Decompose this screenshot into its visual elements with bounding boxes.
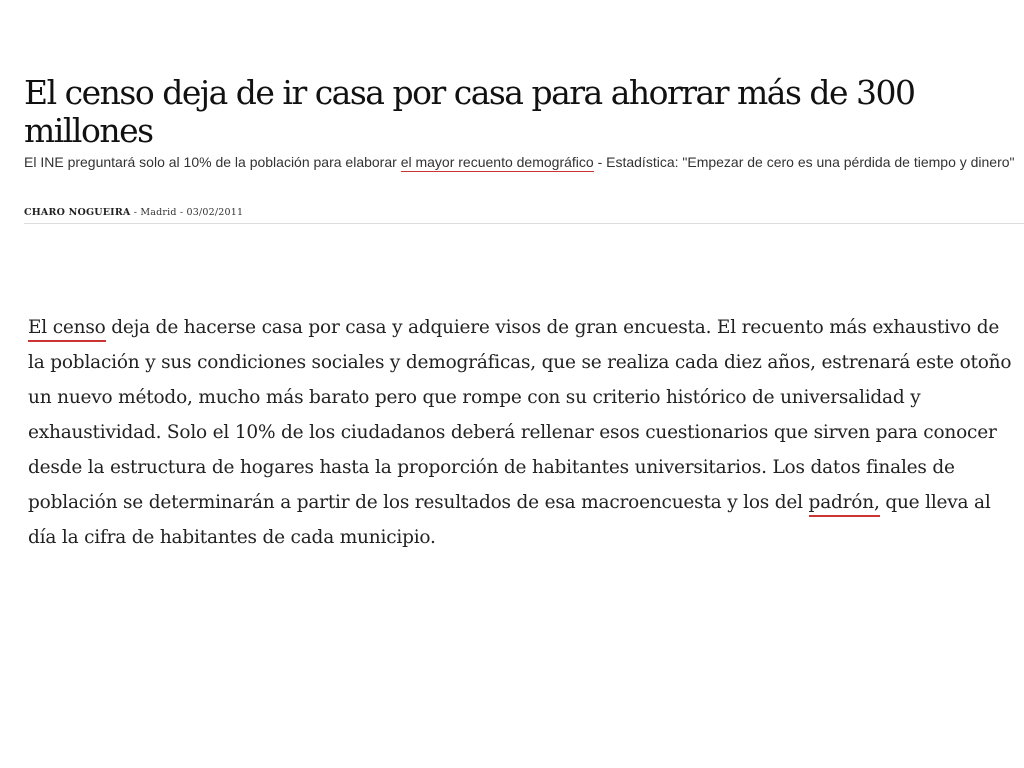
body-link-padron[interactable]: padrón, — [809, 492, 880, 517]
byline-meta: - Madrid - 03/02/2011 — [130, 207, 244, 218]
article-headline: El censo deja de ir casa por casa para ahorrar más de 300 millones — [24, 73, 915, 150]
subtitle-text-after: - Estadística: "Empezar de cero es una pérdida de tiempo y dinero" — [593, 154, 1015, 170]
article-subtitle — [24, 152, 1024, 173]
subtitle-link[interactable]: el mayor recuento demográfico — [400, 154, 594, 170]
body-text-1: deja de hacerse casa por casa y adquiere visos de gran encuesta. El recuento más exhaustivo de la población y sus condiciones sociales y demográficas, que se realiza cada diez años, estrenará este otoño un nuevo método, mucho más barato pero que rompe con su criterio histórico de universalidad y exhaustividad. Solo el 10% de los ciudadanos deberá rellenar esos cuestionarios que sirven para conocer desde la estructura de hogares hasta la proporción de habitantes universitarios. Los datos finales de población se determinarán a partir de los resultados de esa macroencuesta y los del — [28, 317, 1012, 513]
header-divider — [24, 223, 1024, 224]
body-link-censo[interactable]: El censo — [28, 317, 106, 342]
article-byline — [24, 206, 243, 220]
subtitle-text-before: El INE preguntará solo al 10% de la población para elaborar — [24, 154, 401, 170]
body-text-2: que lleva al día la cifra de habitantes de cada municipio. — [28, 492, 991, 548]
article-body — [28, 310, 1018, 555]
byline-author: CHARO NOGUEIRA — [24, 207, 131, 218]
